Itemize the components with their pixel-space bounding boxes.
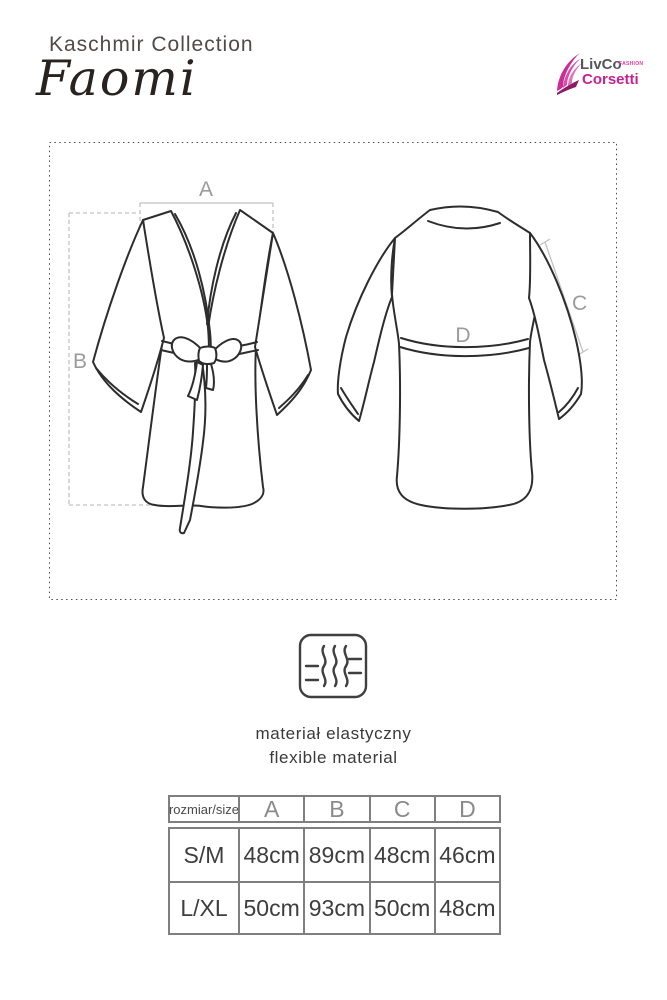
label-d: D [455, 324, 471, 347]
row-size-label: S/M [170, 829, 240, 881]
brand-corsetti-text: Corsetti [582, 71, 639, 88]
label-a: A [198, 178, 214, 201]
size-table [168, 795, 501, 935]
garment-diagram [49, 142, 617, 600]
table-cell: 48cm [371, 829, 436, 881]
flexible-material-icon [298, 633, 368, 699]
label-b: B [73, 350, 88, 373]
collection-title: Kaschmir Collection [49, 33, 254, 56]
size-table-corner-label: rozmiar/size [170, 797, 240, 821]
fabric-note-en: flexible material [269, 748, 398, 767]
table-row [170, 881, 499, 933]
back-view-drawing [338, 206, 582, 508]
table-cell: 50cm [240, 883, 305, 933]
brand-livco-text: LivCo [580, 56, 622, 73]
fabric-note-pl: materiał elastyczny [255, 724, 412, 743]
column-header-d: D [459, 795, 476, 822]
fabric-note [0, 722, 667, 770]
wing-icon [553, 50, 583, 100]
column-header-a: A [240, 797, 305, 821]
table-row [170, 829, 499, 881]
table-cell: 89cm [305, 829, 370, 881]
column-header-b: B [305, 797, 370, 821]
size-table-header-row [168, 795, 501, 823]
table-cell: 50cm [371, 883, 436, 933]
table-cell: 48cm [240, 829, 305, 881]
table-cell: 93cm [305, 883, 370, 933]
brand-fashion-text: FASHION [619, 61, 644, 67]
column-header-c: C [371, 797, 436, 821]
size-table-body [168, 827, 501, 935]
label-c: C [572, 292, 588, 315]
product-name: Faomi [36, 50, 198, 107]
table-cell: 48cm [439, 894, 496, 921]
table-cell: 46cm [439, 841, 496, 868]
row-size-label: L/XL [170, 883, 240, 933]
brand-logo [553, 50, 653, 100]
front-view-drawing [93, 210, 311, 533]
robe-line-art [93, 206, 582, 533]
